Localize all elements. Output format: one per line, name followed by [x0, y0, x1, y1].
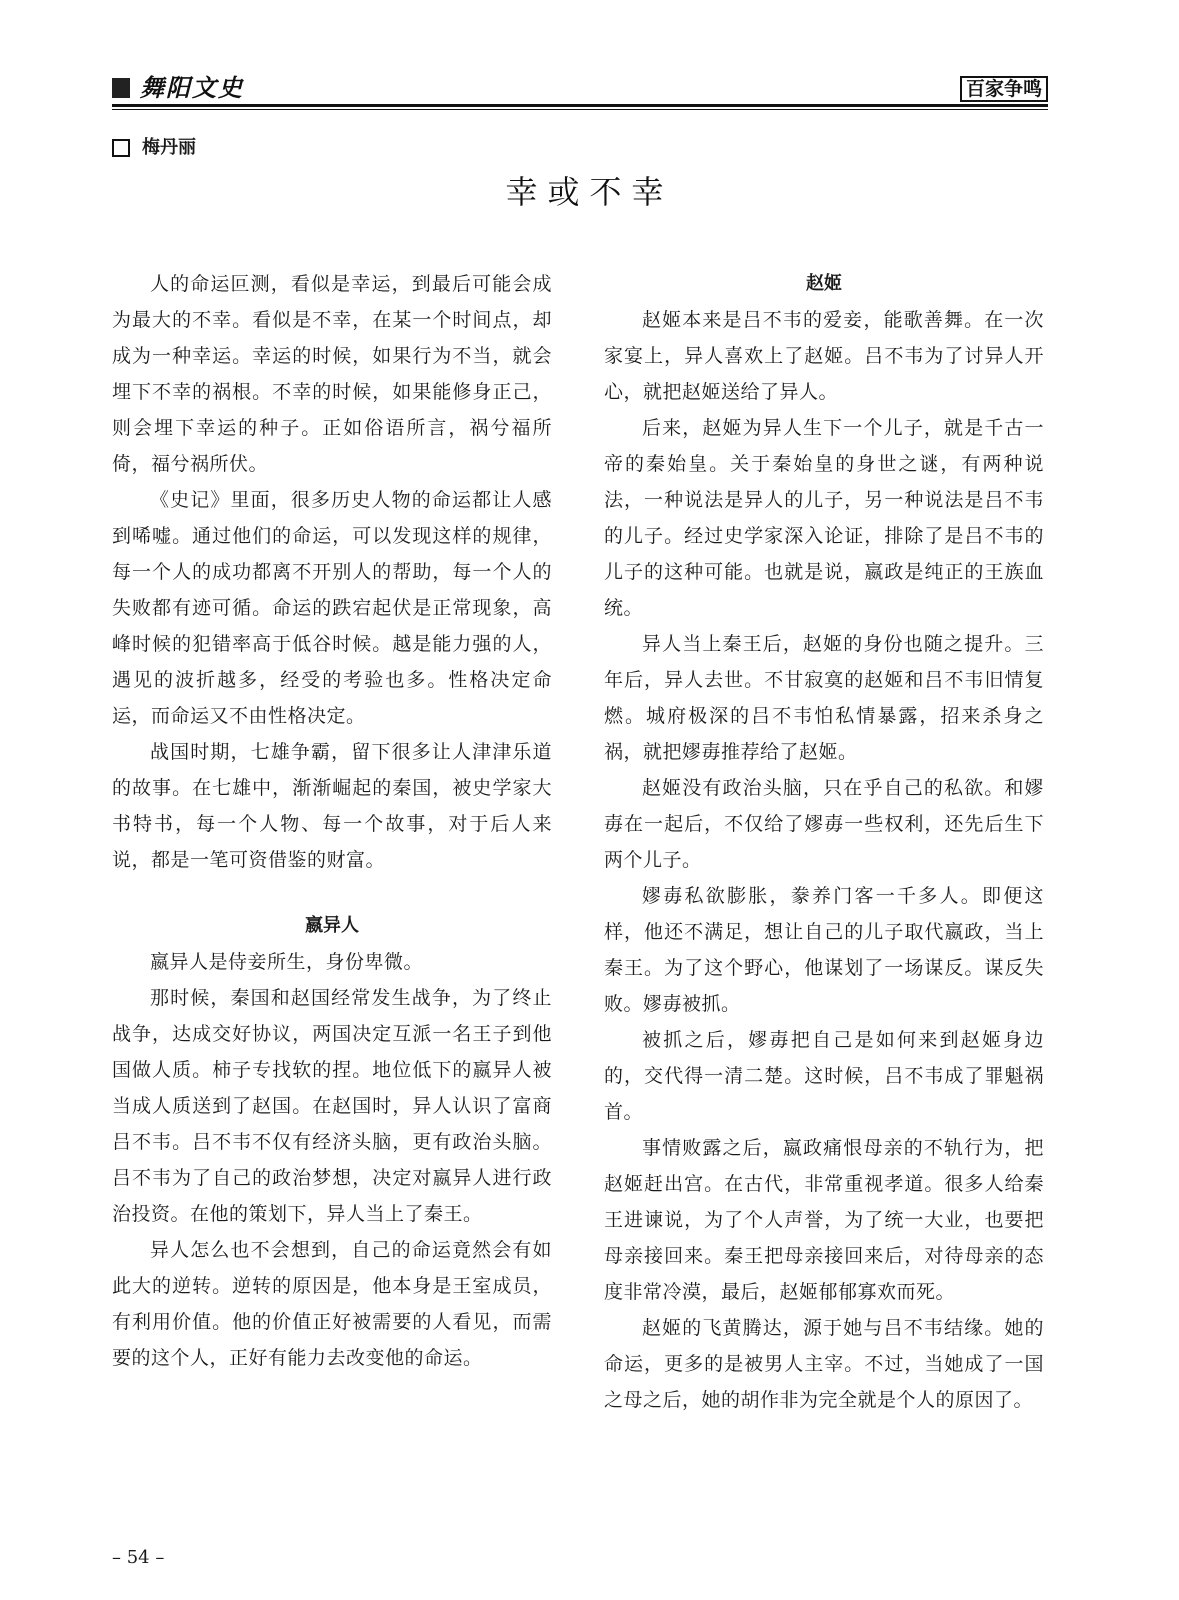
page-header: [112, 74, 1048, 104]
journal-title: 舞阳文史: [140, 73, 244, 102]
author-box-icon: [112, 139, 130, 157]
paragraph: 被抓之后，嫪毐把自己是如何来到赵姬身边的，交代得一清二楚。这时候，吕不韦成了罪魁祸首。: [604, 1029, 1044, 1123]
section-heading-zhaoji: 赵姬: [806, 273, 842, 294]
paragraph: 战国时期，七雄争霸，留下很多让人津津乐道的故事。在七雄中，渐渐崛起的秦国，被史学家大书特书，每一个人物、每一个故事，对于后人来说，都是一笔可资借鉴的财富。: [112, 741, 552, 871]
header-rule-thin: [112, 109, 1048, 110]
article-title: 幸或不幸: [505, 173, 674, 211]
paragraph: 异人怎么也不会想到，自己的命运竟然会有如此大的逆转。逆转的原因是，他本身是王室成员，有利用价值。他的价值正好被需要的人看见，而需要的这个人，正好有能力去改变他的命运。: [112, 1239, 552, 1369]
section-heading-yiren: 嬴异人: [305, 915, 359, 936]
paragraph: 后来，赵姬为异人生下一个儿子，就是千古一帝的秦始皇。关于秦始皇的身世之谜，有两种说法，一种说法是异人的儿子，另一种说法是吕不韦的儿子。经过史学家深入论证，排除了是吕不韦的儿子的这种可能。也就是说，嬴政是纯正的王族血统。: [604, 417, 1044, 619]
author-line: [112, 136, 196, 160]
paragraph: 《史记》里面，很多历史人物的命运都让人感到唏嘘。通过他们的命运，可以发现这样的规律，每一个人的成功都离不开别人的帮助，每一个人的失败都有迹可循。命运的跌宕起伏是正常现象，高峰时候的犯错率高于低谷时候。越是能力强的人，遇见的波折越多，经受的考验也多。性格决定命运，而命运又不由性格决定。: [112, 489, 552, 727]
paragraph: 事情败露之后，嬴政痛恨母亲的不轨行为，把赵姬赶出宫。在古代，非常重视孝道。很多人给秦王进谏说，为了个人声誉，为了统一大业，也要把母亲接回来。秦王把母亲接回来后，对待母亲的态度非常冷漠，最后，赵姬郁郁寡欢而死。: [604, 1137, 1044, 1303]
paragraph: 赵姬没有政治头脑，只在乎自己的私欲。和嫪毐在一起后，不仅给了嫪毐一些权利，还先后生下两个儿子。: [604, 777, 1044, 871]
paragraph: 人的命运叵测，看似是幸运，到最后可能会成为最大的不幸。看似是不幸，在某一个时间点，却成为一种幸运。幸运的时候，如果行为不当，就会埋下不幸的祸根。不幸的时候，如果能修身正己，则会埋下幸运的种子。正如俗语所言，祸兮福所倚，福兮祸所伏。: [112, 273, 552, 475]
left-column: [112, 266, 552, 1376]
paragraph: 嫪毐私欲膨胀，豢养门客一千多人。即便这样，他还不满足，想让自己的儿子取代嬴政，当上秦王。为了这个野心，他谋划了一场谋反。谋反失败。嫪毐被抓。: [604, 885, 1044, 1015]
paragraph: 嬴异人是侍妾所生，身份卑微。: [150, 951, 424, 973]
header-square-icon: [112, 78, 130, 98]
page-number: – 54 –: [112, 1547, 165, 1568]
right-column: [604, 266, 1044, 1418]
section-label: 百家争鸣: [960, 76, 1048, 102]
paragraph: 赵姬的飞黄腾达，源于她与吕不韦结缘。她的命运，更多的是被男人主宰。不过，当她成了一国之母之后，她的胡作非为完全就是个人的原因了。: [604, 1317, 1044, 1411]
header-rule: [112, 104, 1048, 107]
paragraph: 赵姬本来是吕不韦的爱妾，能歌善舞。在一次家宴上，异人喜欢上了赵姬。吕不韦为了讨异人开心，就把赵姬送给了异人。: [604, 309, 1044, 403]
paragraph: 那时候，秦国和赵国经常发生战争，为了终止战争，达成交好协议，两国决定互派一名王子到他国做人质。柿子专找软的捏。地位低下的嬴异人被当成人质送到了赵国。在赵国时，异人认识了富商吕不韦。吕不韦不仅有经济头脑，更有政治头脑。吕不韦为了自己的政治梦想，决定对嬴异人进行政治投资。在他的策划下，异人当上了秦王。: [112, 987, 552, 1225]
author-name: 梅丹丽: [142, 137, 196, 158]
paragraph: 异人当上秦王后，赵姬的身份也随之提升。三年后，异人去世。不甘寂寞的赵姬和吕不韦旧情复燃。城府极深的吕不韦怕私情暴露，招来杀身之祸，就把嫪毐推荐给了赵姬。: [604, 633, 1044, 763]
